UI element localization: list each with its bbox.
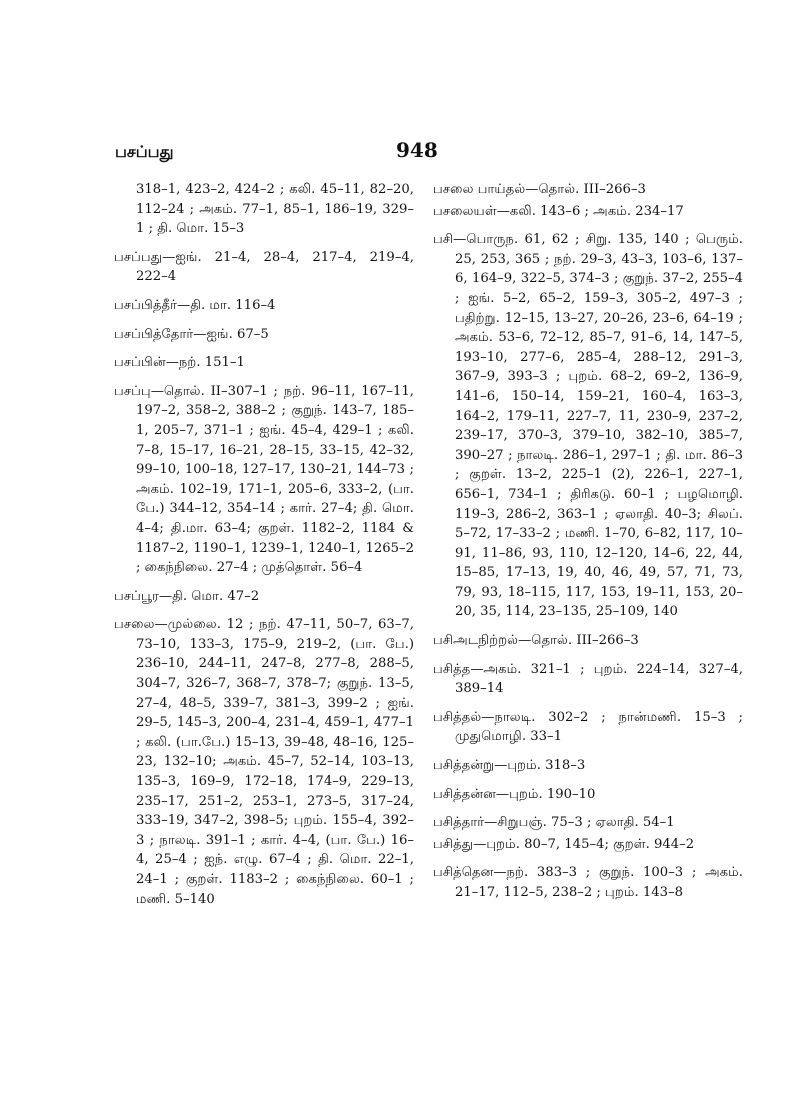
index-entry: பசப்பின்—நற். 151–1 <box>114 355 245 371</box>
left-column <box>114 180 414 918</box>
index-entry: பசப்பு—தொல். II–307–1 ; நற். 96–11, 167–11, 197–2, 358–2, 388–2 ; குறுந். 143–7, 185–1, 205–7, 371–1 ; ஐங். 45–4, 429–1 ; கலி. 7–8, 15–17, 16–21, 28–15, 33–15, 42–32, 99–10, 100–18, 127–17, 130–21, 144–73 ; அகம். 102–19, 171–1, 205–6, 333–2, (பா. பே.) 344–12, 354–14 ; கார். 27–4; தி. மொ. 4–4; தி.மா. 63–4; குறள். 1182–2, 1184 & 1187–2, 1190–1, 1239–1, 1240–1, 1265–2 ; கைந்நிலை. 27–4 ; முத்தொள். 56–4 <box>114 383 414 576</box>
index-entry: பசிஅடநிற்றல்—தொல். III–266–3 <box>433 633 639 649</box>
index-entry: பசப்பித்தோர்—ஐங். 67–5 <box>114 326 269 342</box>
page-number: 948 <box>396 138 438 162</box>
index-entry: பசித்தன்ன—புறம். 190–10 <box>433 786 596 802</box>
index-entry: பசலையள்—கலி. 143–6 ; அகம். 234–17 <box>433 203 684 219</box>
page-header <box>0 138 800 172</box>
index-entry: பசித்தார்—சிறுபஞ். 75–3 ; ஏலாதி. 54–1 <box>433 815 675 831</box>
index-entry: பசலை பாய்தல்—தொல். III–266–3 <box>433 182 646 197</box>
index-entry: பசலை—முல்லை. 12 ; நற். 47–11, 50–7, 63–7, 73–10, 133–3, 175–9, 219–2, (பா. பே.) 236–10, 244–11, 247–8, 277–8, 288–5, 304–7, 326–7, 368–7, 378–7; குறுந். 13–5, 27–4, 48–5, 339–7, 381–3, 399–2 ; ஐங். 29–5, 145–3, 200–4, 231–4, 459–1, 477–1 ; கலி. (பா.பே.) 15–13, 39–48, 48–16, 125–23, 132–10; அகம். 45–7, 52–14, 103–13, 135–3, 169–9, 172–18, 174–9, 229–13, 235–17, 251–2, 253–1, 273–5, 317–24, 333–19, 347–2, 398–5; புறம். 155–4, 392–3 ; நாலடி. 391–1 ; கார். 4–4, (பா. பே.) 16–4, 25–4 ; ஐந். எழு. 67–4 ; தி. மொ. 22–1, 24–1 ; குறள். 1183–2 ; கைந்நிலை. 60–1 ; மணி. 5–140 <box>114 617 414 907</box>
running-head-word: பசப்பது <box>115 142 174 161</box>
right-column <box>433 180 743 912</box>
index-entry: பசித்தன்று—புறம். 318–3 <box>433 758 586 774</box>
index-entry: பசித்தல்—நாலடி. 302–2 ; நான்மணி. 15–3 ; முதுமொழி. 33–1 <box>433 709 743 745</box>
index-entry: 318–1, 423–2, 424–2 ; கலி. 45–11, 82–20, 112–24 ; அகம். 77–1, 85–1, 186–19, 329–1 ; தி. மொ. 15–3 <box>136 182 414 237</box>
index-entry: பசித்த—அகம். 321–1 ; புறம். 224–14, 327–4, 389–14 <box>433 661 743 697</box>
index-entry: பசி—பொருந. 61, 62 ; சிறு. 135, 140 ; பெரும். 25, 253, 365 ; நற். 29–3, 43–3, 103–6, 137–6, 164–9, 322–5, 374–3 ; குறுந். 37–2, 255–4 ; ஐங். 5–2, 65–2, 159–3, 305–2, 497–3 ; பதிற்று. 12–15, 13–27, 20–26, 23–6, 64–19 ; அகம். 53–6, 72–12, 85–7, 91–6, 14, 147–5, 193–10, 277–6, 285–4, 288–12, 291–3, 367–9, 393–3 ; புறம். 68–2, 69–2, 136–9, 141–6, 150–14, 159–21, 160–4, 163–3, 164–2, 179–11, 227–7, 11, 230–9, 237–2, 239–17, 370–3, 379–10, 382–10, 385–7, 390–27 ; நாலடி. 286–1, 297–1 ; தி. மா. 86–3 ; குறள். 13–2, 225–1 (2), 226–1, 227–1, 656–1, 734–1 ; திரிகடு. 60–1 ; பழமொழி. 119–3, 286–2, 363–1 ; ஏலாதி. 40–3; சிலப். 5–72, 17–33–2 ; மணி. 1–70, 6–82, 117, 10–91, 11–86, 93, 110, 12–120, 14–6, 22, 44, 15–85, 17–13, 19, 40, 46, 49, 57, 71, 73, 79, 93, 18–115, 117, 153, 19–11, 153, 20–20, 35, 114, 23–135, 25–109, 140 <box>433 232 743 620</box>
index-entry: பசப்பித்தீர்—தி. மா. 116–4 <box>114 297 276 313</box>
index-entry: பசப்பது—ஐங். 21–4, 28–4, 217–4, 219–4, 222–4 <box>114 249 414 285</box>
index-entry: பசித்தென—நற். 383–3 ; குறுந். 100–3 ; அகம். 21–17, 112–5, 238–2 ; புறம். 143–8 <box>433 865 743 900</box>
index-entry: பசித்து—புறம். 80–7, 145–4; குறள். 944–2 <box>433 836 695 852</box>
index-entry: பசப்பூர—தி. மொ. 47–2 <box>114 588 260 604</box>
